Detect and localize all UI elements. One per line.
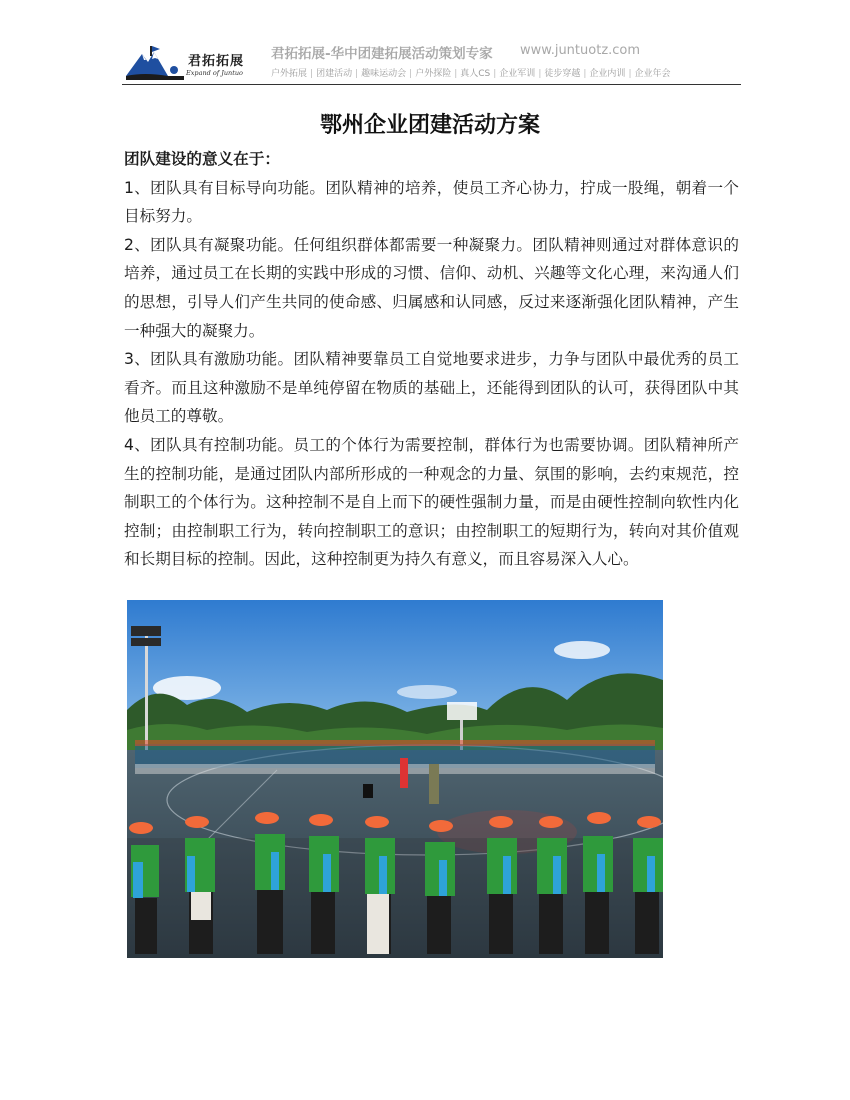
nav-item[interactable]: 户外探险 — [415, 69, 452, 79]
header-nav: 户外拓展 | 团建活动 | 趣味运动会 | 户外探险 | 真人CS | 企业军训 | 徒步穿越 | 企业内训 | 企业年会 — [271, 69, 671, 79]
nav-item[interactable]: 企业军训 — [499, 69, 536, 79]
nav-item[interactable]: 企业年会 — [634, 69, 671, 79]
logo-mountain-icon — [124, 46, 188, 82]
nav-item[interactable]: 团建活动 — [316, 69, 353, 79]
team-building-photo — [127, 600, 663, 958]
header-title: 君拓拓展-华中团建拓展活动策划专家 — [271, 46, 493, 62]
paragraph: 1、团队具有目标导向功能。团队精神的培养，使员工齐心协力，拧成一股绳，朝着一个目标努力。 — [124, 178, 739, 226]
paragraph: 4、团队具有控制功能。员工的个体行为需要控制，群体行为也需要协调。团队精神所产生的控制功能，是通过团队内部所形成的一种观念的力量、氛围的影响，去约束规范，控制职工的个体行为。这种控制不是自上而下的硬性强制力量，而是由硬性控制向软性内化控制；由控制职工行为，转向控制职工的意识；由控制职工的短期行为，转向对其价值观和长期目标的控制。因此，这种控制更为持久有意义，而且容易深入人心。 — [124, 435, 739, 569]
logo — [124, 46, 264, 82]
nav-item[interactable]: 趣味运动会 — [361, 69, 407, 79]
page-header — [122, 40, 741, 85]
logo-text: 君拓拓展 — [188, 54, 245, 69]
photo-illustration — [127, 600, 663, 958]
logo-subtitle: Expand of Juntuo — [186, 69, 243, 77]
paragraph: 2、团队具有凝聚功能。任何组织群体都需要一种凝聚力。团队精神则通过对群体意识的培养，通过员工在长期的实践中形成的习惯、信仰、动机、兴趣等文化心理，来沟通人们的思想，引导人们产生共同的使命感、归属感和认同感，反过来逐渐强化团队精神，产生一种强大的凝聚力。 — [124, 235, 739, 340]
nav-item[interactable]: 真人CS — [460, 69, 491, 79]
paragraph: 3、团队具有激励功能。团队精神要靠员工自觉地要求进步，力争与团队中最优秀的员工看齐。而且这种激励不是单纯停留在物质的基础上，还能得到团队的认可，获得团队中其他员工的尊敬。 — [124, 350, 739, 426]
header-url[interactable]: www.juntuotz.com — [520, 43, 641, 58]
document-body — [124, 145, 739, 574]
nav-item[interactable]: 企业内训 — [589, 69, 626, 79]
document-title: 鄂州企业团建活动方案 — [319, 113, 540, 138]
section-subheading: 团队建设的意义在于： — [124, 150, 280, 168]
nav-item[interactable]: 徒步穿越 — [544, 69, 581, 79]
nav-item[interactable]: 户外拓展 — [271, 69, 308, 79]
